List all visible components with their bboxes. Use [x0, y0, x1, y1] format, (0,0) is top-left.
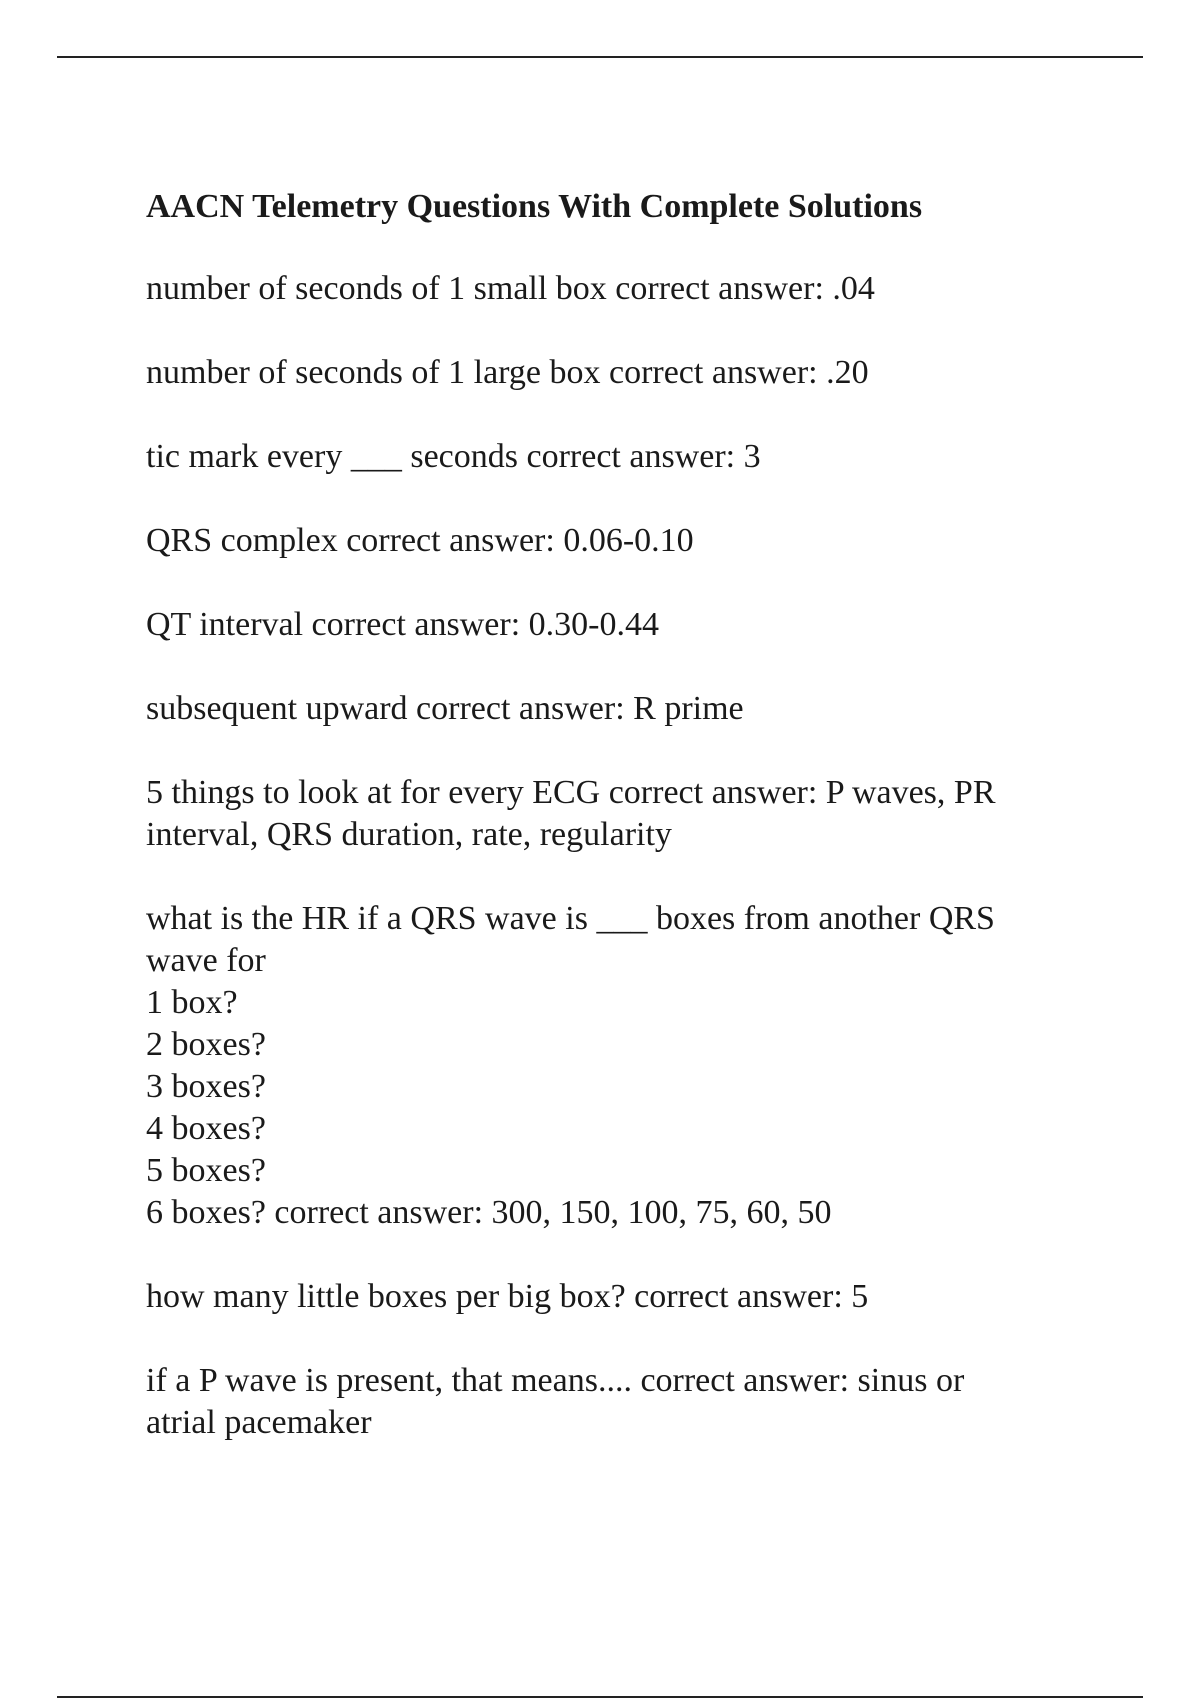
qa-line: interval, QRS duration, rate, regularity — [146, 816, 672, 853]
bottom-divider — [57, 1696, 1143, 1698]
qa-line: wave for — [146, 942, 266, 979]
qa-item — [146, 520, 1076, 562]
qa-item — [146, 1276, 1076, 1318]
qa-line: if a P wave is present, that means.... correct answer: sinus or — [146, 1362, 965, 1399]
qa-line: 1 box? — [146, 984, 238, 1021]
document-body — [146, 186, 1076, 1486]
qa-item — [146, 1360, 1076, 1444]
qa-line: tic mark every ___ seconds correct answer: 3 — [146, 438, 761, 475]
qa-line: 2 boxes? — [146, 1026, 266, 1063]
qa-line: 4 boxes? — [146, 1110, 266, 1147]
top-divider — [57, 56, 1143, 58]
qa-line: QRS complex correct answer: 0.06-0.10 — [146, 522, 694, 559]
qa-line: 5 boxes? — [146, 1152, 266, 1189]
qa-line: 5 things to look at for every ECG correct answer: P waves, PR — [146, 774, 996, 811]
qa-item — [146, 268, 1076, 310]
qa-item — [146, 352, 1076, 394]
qa-line: 6 boxes? correct answer: 300, 150, 100, 75, 60, 50 — [146, 1194, 832, 1231]
qa-line: atrial pacemaker — [146, 1404, 372, 1441]
document-title: AACN Telemetry Questions With Complete Solutions — [146, 188, 923, 225]
qa-item — [146, 688, 1076, 730]
qa-line: number of seconds of 1 small box correct answer: .04 — [146, 270, 875, 307]
qa-item — [146, 604, 1076, 646]
qa-item — [146, 772, 1076, 856]
qa-line: how many little boxes per big box? correct answer: 5 — [146, 1278, 869, 1315]
qa-line: 3 boxes? — [146, 1068, 266, 1105]
qa-line: subsequent upward correct answer: R prime — [146, 690, 744, 727]
qa-line: number of seconds of 1 large box correct answer: .20 — [146, 354, 869, 391]
qa-item — [146, 436, 1076, 478]
qa-item — [146, 898, 1076, 1234]
qa-line: what is the HR if a QRS wave is ___ boxes from another QRS — [146, 900, 995, 937]
qa-line: QT interval correct answer: 0.30-0.44 — [146, 606, 659, 643]
